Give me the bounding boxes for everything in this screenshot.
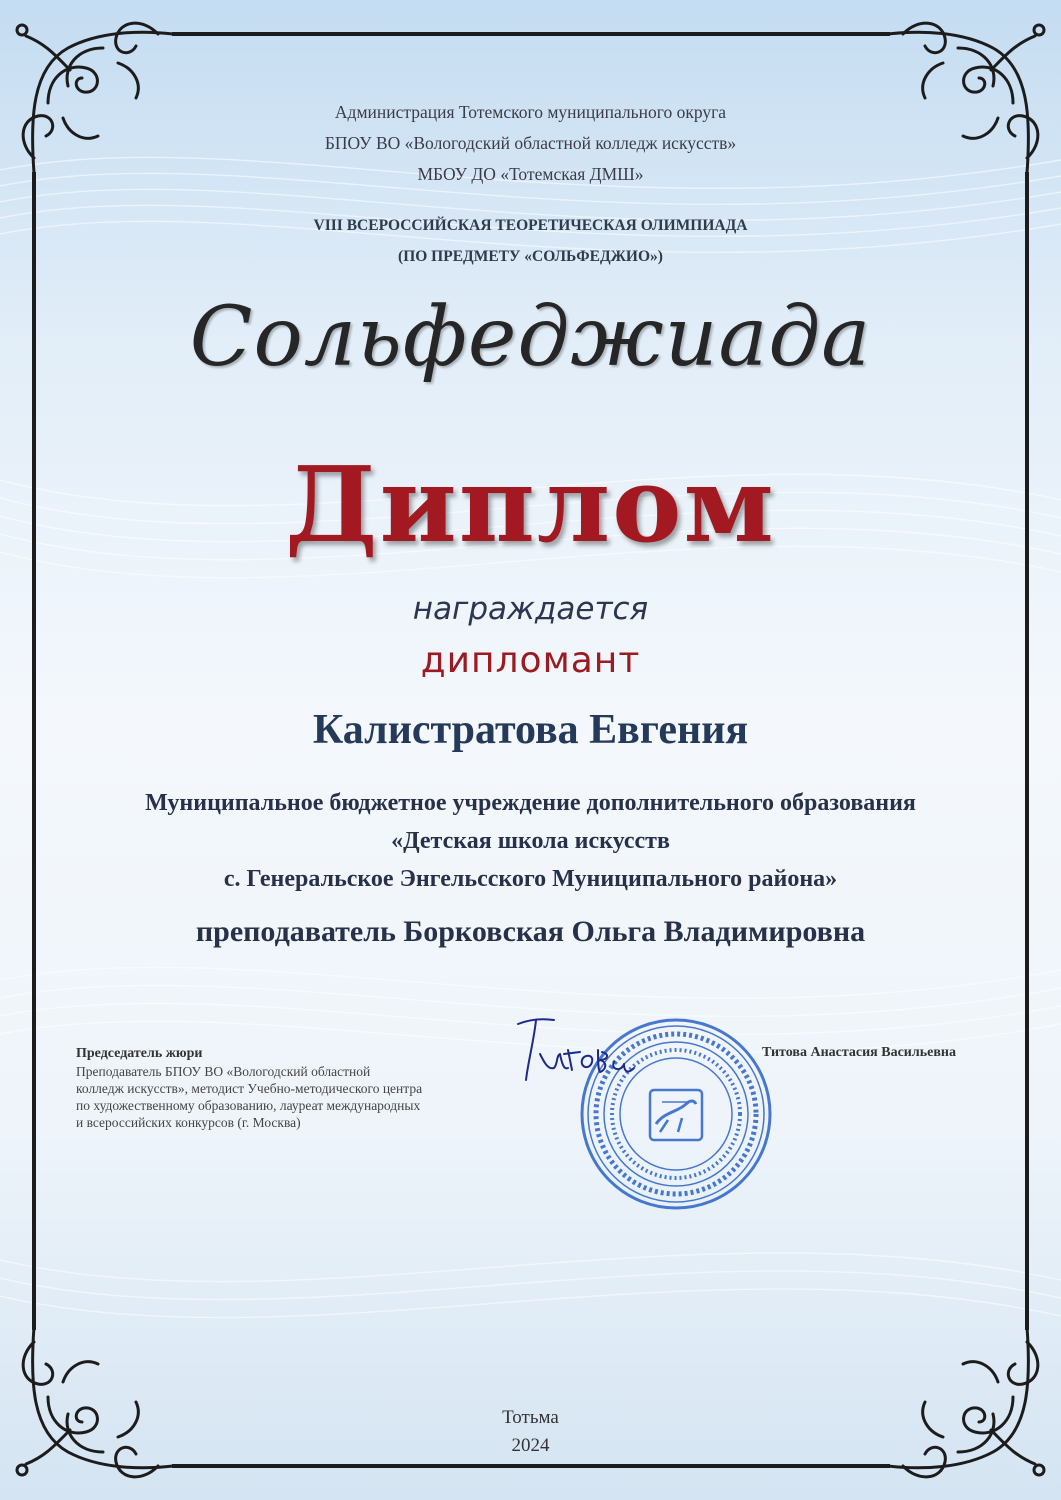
teacher-name: преподаватель Борковская Ольга Владимировна [195,915,866,948]
event-logo-text: Сольфеджиада [189,290,872,385]
award-rank: дипломант [420,640,641,681]
school-line: с. Генеральское Энгельсского Муниципального района» [223,866,838,892]
organizer-line: БПОУ ВО «Вологодский областной колледж искусств» [324,133,737,153]
jury-description-line: Преподаватель БПОУ ВО «Вологодский областной [76,1064,371,1079]
organizer-line: Администрация Тотемского муниципального округа [334,102,727,122]
footer-block [0,1404,1061,1460]
jury-description-line: по художественному образованию, лауреат международных [76,1098,421,1113]
jury-block [76,1045,456,1131]
footer-year: 2024 [511,1435,550,1456]
footer-city: Тотьма [502,1407,559,1428]
school-block [0,784,1061,898]
school-line: «Детская школа искусств [391,828,670,854]
chair-signature [510,1010,640,1090]
jury-title: Председатель жюри [76,1046,203,1061]
diploma-title: Диплом [285,443,776,566]
olympiad-subject-line: (ПО ПРЕДМЕТУ «СОЛЬФЕДЖИО») [398,248,663,265]
jury-description-line: и всероссийских конкурсов (г. Москва) [76,1115,301,1130]
organizer-line: МБОУ ДО «Тотемская ДМШ» [417,164,644,184]
awarded-label: награждается [412,591,649,627]
olympiad-title-block [0,210,1061,272]
jury-description-line: колледж искусств», методист Учебно-методического центра [76,1081,423,1096]
recipient-name: Калистратова Евгения [312,707,749,753]
organizers-block [0,97,1061,190]
school-line: Муниципальное бюджетное учреждение дополнительного образования [145,790,916,816]
olympiad-title-line: VIII ВСЕРОССИЙСКАЯ ТЕОРЕТИЧЕСКАЯ ОЛИМПИАДА [313,217,748,234]
jury-chair-name: Титова Анастасия Васильевна [762,1045,956,1060]
